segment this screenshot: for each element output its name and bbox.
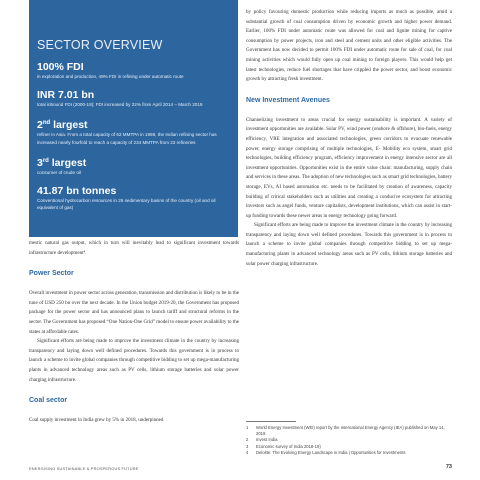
coal-sector-heading: Coal sector xyxy=(29,397,68,405)
sector-overview-panel xyxy=(29,0,238,237)
footnote-item: 3 Economic survey of India 2018-19) xyxy=(246,443,321,449)
stat-refiner-headline: 2nd largest xyxy=(37,119,88,132)
left-column xyxy=(29,239,239,426)
coal-paragraph: Coal supply investment in India grew by 5% in 2018, underpinned xyxy=(29,417,164,424)
coal-continued-paragraph: by policy favouring domestic production while reducing imports as much as possible, amid a substantial growth of coal consumption driven by economic growth and higher power demand. Earlier, 100% FDI under automatic route was allowed for coal and lignite mining for captive consumption by power projects, iron and steel and cement units and other eligible activities. The Government has now decided to permit 100% FDI under automatic route for sale of coal, for coal mining activities which would fully open up coal mining to foreign players. This would help get latest technologies, reduce fuel shortages that have crippled the power sector, and boost economic growth by attracting fresh investment. xyxy=(246,9,452,83)
power-sector-heading: Power Sector xyxy=(29,270,74,278)
footnotes xyxy=(246,421,452,456)
footnote-item: 1 World Energy Investment (WEI) report by the International Energy Agency (IEA) published on May 14, 2019. xyxy=(246,425,445,437)
stat-fdi-desc: in exploration and production, 49% FDI in refining under automatic route xyxy=(37,74,184,79)
new-investment-paragraph-1: Channelizing investment to areas crucial for energy sustainability is important. A variety of investment opportunities are available. Solar PV, wind power (onshore & offshore), bio-fuels, energy efficiency, VRE integration and associated technologies, green corridors to evacuate renewable power, energy storage comprising of multiple technologies, E- Mobility eco system, smart grid technologies, building efficiency program, efficiency improvement in energy intensive sector are all investment opportunities. Opportunities exist in the entire value chain: manufacturing, supply chain and services in these areas. The adoption of new technologies such as smart grid technologies, battery storage, EVs, AI based automation etc. needs to be facilitated by creation of awareness, capacity building of critical stakeholders such as utilities and creating a conducive ecosystem for attracting investors such as angel funds, venture capitalists, development institutions, which can assist in start-up funding towards these newer areas in energy technology going forward. xyxy=(246,116,452,219)
power-paragraph-2: Significant efforts are being made to improve the investment climate in the country by increasing transparency and laying down well defined procedures. Towards this government is in process to launch a scheme to invite global companies through competitive bidding to set up mega-manufacturing plants in advanced technology areas such as PV cells, lithium storage batteries and solar power charging infrastructure. xyxy=(29,338,239,383)
right-column xyxy=(246,8,452,269)
stat-fdi-headline: 100% FDI xyxy=(37,61,84,73)
running-footer: ENERGISING SUSTAINABLE & PROSPEROUS FUTURE xyxy=(29,466,139,471)
footnote-divider xyxy=(246,421,296,422)
stat-resources-headline: 41.87 bn tonnes xyxy=(37,185,117,198)
footnote-item: 2 Invest India xyxy=(246,437,278,443)
new-investment-heading: New Investment Avenues xyxy=(246,96,330,104)
page-number: 73 xyxy=(445,464,452,470)
stat-inbound-fdi-headline: INR 7.01 bn xyxy=(37,89,95,102)
footnote-item: 4 Deloitte: The Evolving Energy Landscape in India | Opportunities for Investments xyxy=(246,449,406,455)
intro-paragraph: mestic natural gas output, which in turn will inevitably lead to significant investment towards infrastructure development⁴. xyxy=(29,240,239,256)
panel-title: SECTOR OVERVIEW xyxy=(37,38,163,52)
stat-inbound-fdi-desc: total inbound FDI (2000-19); FDI increased by 22% from April 2014 – March 2019 xyxy=(37,102,203,108)
new-investment-paragraph-2: Significant efforts are being made to improve the investment climate in the country by increasing transparency and laying down well defined procedures. Towards this government is in process to launch a scheme to invite global companies through competitive bidding to set up mega-manufacturing plants in advanced technology areas such as PV cells, lithium storage batteries and solar power charging infrastructure. xyxy=(246,222,452,267)
stat-consumer-headline: 3rd largest xyxy=(37,156,87,169)
stat-resources-desc: Conventional hydrocarbon resources in 26 sedimentary basins of the country (oil and oil equivalent of gas) xyxy=(37,198,216,211)
power-paragraph-1: Overall investment in power sector across generation, transmission and distribution is likely to be in the tune of USD 250 bn over the next decade. In the Union budget 2019-20, the Government has proposed package for the power sector and has announced plans to launch tariff and structural reforms in the sector. The Government has proposed “One Nation-One Grid” model to ensure power availability to the states at affordable rates. xyxy=(29,290,239,335)
stat-consumer-desc: consumer of crude oil xyxy=(37,169,81,175)
stat-refiner-desc: refiner in Asia. From a total capacity of 62 MMTPA in 1998, the Indian refining sector has increased nearly fourfold to reach a capacity of 234 MMTPA from 23 refineries xyxy=(37,132,217,145)
